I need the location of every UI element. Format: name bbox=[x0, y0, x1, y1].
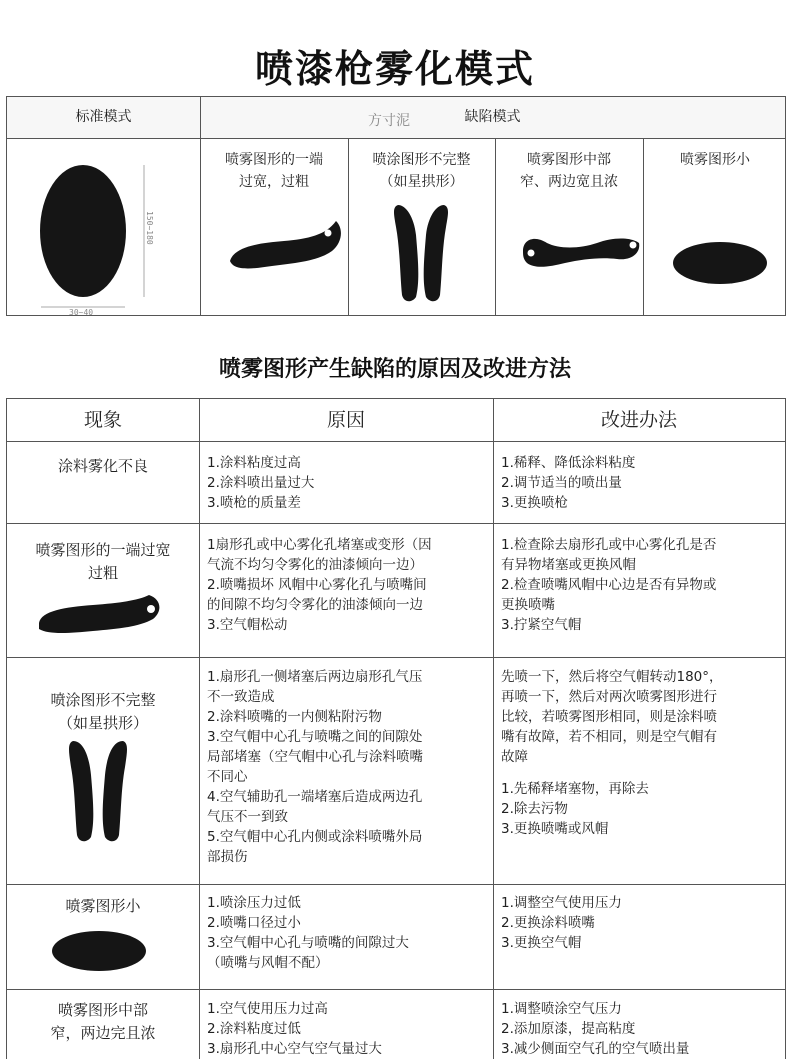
watermark-text: 方寸泥 bbox=[368, 113, 410, 129]
row-divider bbox=[7, 884, 785, 885]
fix-cell: 1.稀释、降低涂料粘度 2.调节适当的喷出量 3.更换喷枪 bbox=[501, 455, 636, 511]
standard-ellipse bbox=[40, 165, 126, 297]
fix-cell: 先喷一下，然后将空气帽转动180°， 再喷一下，然后对两次喷雾图形进行 比较，若喷雾图形相同，则是涂料喷 嘴有故障，若不相同，则是空气帽有 故障 1.先稀释堵塞物，再除去 2.除去污物 3.更换喷嘴或风帽 bbox=[501, 669, 723, 837]
fix-cell: 1.检查除去扇形孔或中心雾化孔是否 有异物堵塞或更换风帽 2.检查喷嘴风帽中心边是否有异物或 更换喷嘴 3.拧紧空气帽 bbox=[501, 537, 717, 633]
one-end-wide-pattern bbox=[37, 595, 167, 635]
cause-cell: 1.涂料粘度过高 2.涂料喷出量过大 3.喷枪的质量差 bbox=[207, 455, 315, 511]
cause-cell: 1.喷涂压力过低 2.喷嘴口径过小 3.空气帽中心孔与喷嘴的间隙过大 （喷嘴与风帽不配） bbox=[207, 895, 409, 971]
fix-cell: 1.调整空气使用压力 2.更换涂料喷嘴 3.更换空气帽 bbox=[501, 895, 622, 951]
defect-mode-header: 缺陷模式 bbox=[200, 97, 785, 139]
fix-cell: 1.调整喷涂空气压力 2.添加原漆，提高粘度 3.减少侧面空气孔的空气喷出量 bbox=[501, 1001, 690, 1057]
standard-pattern-figure bbox=[7, 139, 200, 317]
phenomenon-cell: 喷雾图形小 bbox=[65, 897, 141, 915]
header-fix: 改进办法 bbox=[600, 409, 677, 431]
row-divider bbox=[7, 441, 785, 442]
height-dim-label: 150~180 bbox=[145, 211, 154, 245]
divider bbox=[199, 399, 200, 1059]
small-pattern bbox=[51, 929, 151, 973]
small-pattern bbox=[643, 139, 787, 317]
defect-caption-3: 喷雾图形中部 窄、两边宽且浓 bbox=[520, 152, 618, 190]
cause-cell: 1扇形孔或中心雾化孔堵塞或变形（因 气流不均匀令雾化的油漆倾向一边） 2.喷嘴损坏 风帽中心雾化孔与喷嘴间 的间隙不均匀令雾化的油漆倾向一边 3.空气帽松动 bbox=[207, 537, 432, 633]
cause-cell: 1.扇形孔一侧堵塞后两边扇形孔气压 不一致造成 2.涂料喷嘴的一内侧粘附污物 3.空气帽中心孔与喷嘴之间的间隙处 局部堵塞（空气帽中心孔与涂料喷嘴 不同心 4.空气辅助孔一端堵塞后造成两边孔 气压不一到致 5.空气帽中心孔内侧或涂料喷嘴外局 部损伤 bbox=[207, 669, 423, 865]
phenomenon-cell: 涂料雾化不良 bbox=[57, 457, 148, 475]
phenomenon-cell: 喷涂图形不完整 （如星拱形） bbox=[50, 691, 156, 732]
row-divider bbox=[7, 657, 785, 658]
middle-narrow-pattern bbox=[495, 139, 643, 317]
phenomenon-cell: 喷雾图形的一端过宽 过粗 bbox=[35, 541, 171, 582]
phenomenon-cell: 喷雾图形中部 窄，两边完且浓 bbox=[50, 1001, 156, 1042]
divider bbox=[493, 399, 494, 1059]
cause-cell: 1.空气使用压力过高 2.涂料粘度过低 3.扇形孔中心空气空气量过大 bbox=[207, 1001, 382, 1057]
defect-caption-4: 喷雾图形小 bbox=[680, 152, 750, 168]
one-end-wide-pattern bbox=[200, 139, 348, 317]
incomplete-star-arch-pattern bbox=[65, 739, 135, 845]
page-title: 喷漆枪雾化模式 bbox=[254, 47, 535, 91]
row-divider bbox=[7, 523, 785, 524]
defect-caption-2: 喷涂图形不完整 （如星拱形） bbox=[372, 152, 471, 190]
causes-table bbox=[6, 398, 786, 1059]
row-divider bbox=[7, 989, 785, 990]
width-dim-label: 30~40 bbox=[69, 308, 94, 317]
standard-mode-header: 标准模式 bbox=[7, 97, 200, 139]
header-cause: 原因 bbox=[326, 409, 365, 431]
incomplete-star-arch-pattern bbox=[348, 139, 495, 317]
section-subtitle: 喷雾图形产生缺陷的原因及改进方法 bbox=[218, 357, 571, 382]
header-phenomenon: 现象 bbox=[83, 409, 122, 431]
defect-caption-1: 喷雾图形的一端 过宽，过粗 bbox=[225, 152, 323, 190]
